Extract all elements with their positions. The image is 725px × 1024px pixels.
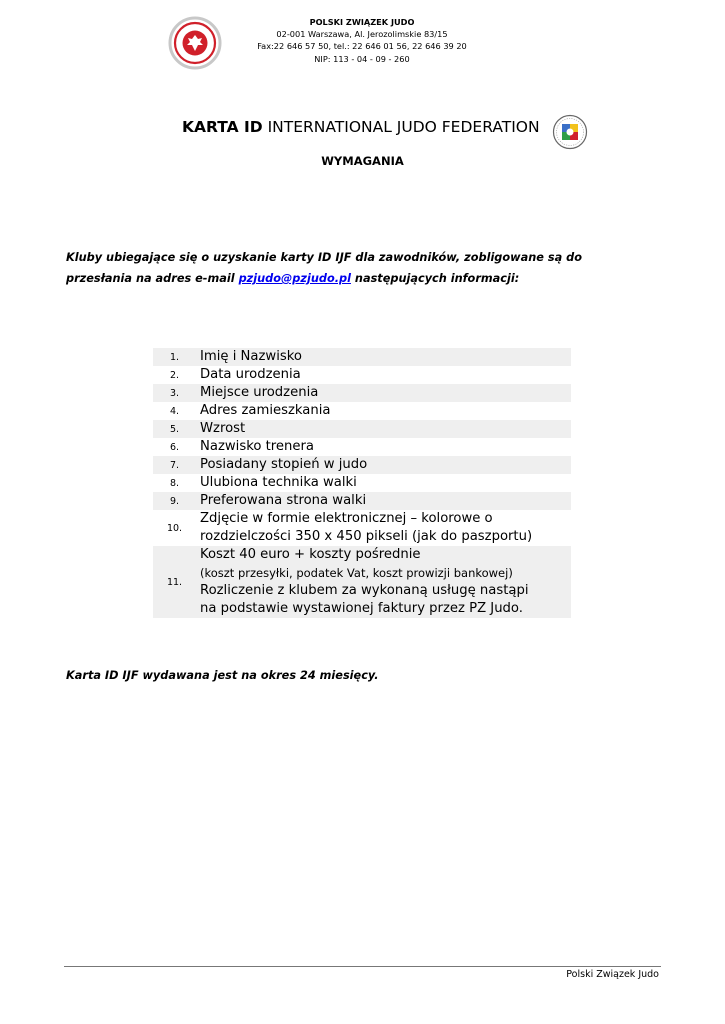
requirement-row xyxy=(153,510,571,546)
requirement-row xyxy=(153,474,571,492)
requirement-row xyxy=(153,384,571,402)
requirement-text xyxy=(196,456,571,474)
pzj-logo xyxy=(168,16,222,70)
requirements-list xyxy=(153,348,571,618)
requirement-line: rozdzielczości 350 x 450 pikseli (jak do paszportu) xyxy=(200,529,533,544)
requirement-text xyxy=(196,492,571,510)
requirement-line: Preferowana strona walki xyxy=(200,493,367,508)
title-rest: INTERNATIONAL JUDO FEDERATION xyxy=(262,118,540,136)
requirement-text xyxy=(196,348,571,366)
requirement-line: Ulubiona technika walki xyxy=(200,475,357,490)
requirement-number: 1. xyxy=(169,351,180,363)
org-address: 02-001 Warszawa, Al. Jerozolimskie 83/15 xyxy=(276,29,448,40)
requirement-row xyxy=(153,420,571,438)
requirement-row xyxy=(153,456,571,474)
requirement-line: Wzrost xyxy=(200,421,246,436)
requirement-number: 11. xyxy=(166,576,183,588)
validity-note: Karta ID IJF wydawana jest na okres 24 miesięcy. xyxy=(66,669,379,682)
requirement-line: Imię i Nazwisko xyxy=(200,349,302,364)
requirement-row xyxy=(153,438,571,456)
intro-text: Kluby ubiegające się o uzyskanie karty ID IJF dla zawodników, zobligowane są do przesłania na adres e-mail xyxy=(66,251,582,285)
org-nip: NIP: 113 - 04 - 09 - 260 xyxy=(314,53,410,64)
requirement-line: Miejsce urodzenia xyxy=(200,385,319,400)
requirement-line: Koszt 40 euro + koszty pośrednie xyxy=(200,547,421,562)
requirement-number: 5. xyxy=(169,423,180,435)
requirement-line: Data urodzenia xyxy=(200,367,301,382)
requirement-line: Posiadany stopień w judo xyxy=(200,457,368,472)
requirement-number: 6. xyxy=(169,441,180,453)
requirement-text xyxy=(196,510,571,546)
requirement-text xyxy=(196,366,571,384)
requirement-row xyxy=(153,402,571,420)
requirement-row xyxy=(153,546,571,618)
subtitle: WYMAGANIA xyxy=(321,154,404,168)
title-bold: KARTA ID xyxy=(182,118,263,136)
requirement-number: 4. xyxy=(169,405,180,417)
requirement-text xyxy=(196,546,571,618)
requirement-line: Adres zamieszkania xyxy=(200,403,331,418)
org-phones: Fax:22 646 57 50, tel.: 22 646 01 56, 22 646 39 20 xyxy=(257,41,467,52)
requirement-row xyxy=(153,492,571,510)
requirement-number: 9. xyxy=(169,495,180,507)
email-link[interactable]: pzjudo@pzjudo.pl xyxy=(238,272,351,285)
requirement-number: 10. xyxy=(166,522,183,534)
requirement-text xyxy=(196,384,571,402)
requirement-line: na podstawie wystawionej faktury przez PZ Judo. xyxy=(200,601,523,616)
page-title xyxy=(182,118,540,136)
requirement-text xyxy=(196,420,571,438)
footer-rule xyxy=(64,966,661,967)
requirement-number: 8. xyxy=(169,477,180,489)
intro-text-end: następujących informacji: xyxy=(350,272,520,285)
requirement-row xyxy=(153,348,571,366)
title-row xyxy=(0,114,725,148)
requirement-line: (koszt przesyłki, podatek Vat, koszt prowizji bankowej) xyxy=(200,566,513,580)
footer-text: Polski Związek Judo xyxy=(566,969,659,980)
intro-paragraph xyxy=(66,247,626,289)
requirement-number: 2. xyxy=(169,369,180,381)
requirement-line: Nazwisko trenera xyxy=(200,439,315,454)
requirement-text xyxy=(196,402,571,420)
requirement-text xyxy=(196,474,571,492)
requirement-row xyxy=(153,366,571,384)
requirement-number: 7. xyxy=(169,459,180,471)
requirement-number: 3. xyxy=(169,387,180,399)
requirement-text xyxy=(196,438,571,456)
org-name: POLSKI ZWIĄZEK JUDO xyxy=(309,17,415,27)
requirement-line: Zdjęcie w formie elektronicznej – kolorowe o xyxy=(200,511,493,526)
requirement-line: Rozliczenie z klubem za wykonaną usługę nastąpi xyxy=(200,583,529,598)
ijf-logo xyxy=(552,114,588,150)
organization-header xyxy=(232,16,492,65)
